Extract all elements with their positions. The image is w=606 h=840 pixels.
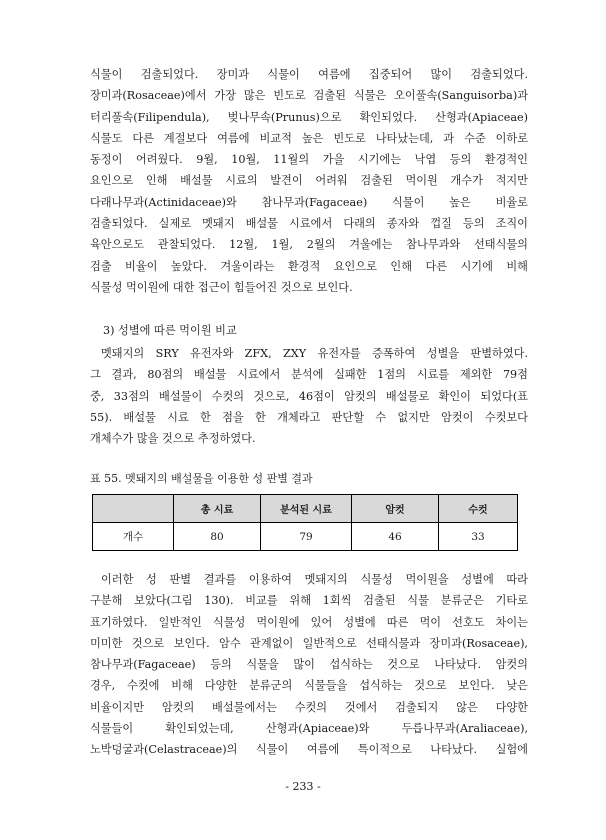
text-line: 터리풀속(Filipendula), 벚나무속(Prunus)으로 확인되었다. 산형과(Apiaceae) (90, 110, 528, 124)
text-line: 표기하였다. 일반적인 식물성 먹이원에 있어 성별에 따른 먹이 선호도 차이는 (90, 615, 528, 629)
text-line: 개체수가 많을 것으로 추정하였다. (90, 432, 256, 446)
table-header-row (93, 495, 518, 523)
table-cell: 33 (439, 523, 518, 551)
table-cell: 46 (352, 523, 439, 551)
text-line: 식물들이 확인되었는데, 산형과(Apiaceae)와 두릅나무과(Araliaceae), (90, 722, 528, 736)
text-line: 식물이 검출되었다. 장미과 식물이 여름에 집중되어 많이 검출되었다. (90, 68, 528, 81)
text-line: 그 결과, 80점의 배설물 시료에서 분석에 실패한 1점의 시료를 제외한 79점 (90, 368, 528, 382)
text-line: 중, 33점의 배설물이 수컷의 것으로, 46점이 암컷의 배설물로 확인이 되었다(표 (90, 389, 528, 403)
paragraph-sex-diet-comparison (90, 569, 528, 761)
page-number: - 233 - (285, 780, 321, 793)
table-row (93, 523, 518, 551)
text-line: 멧돼지의 SRY 유전자와 ZFX, ZXY 유전자를 증폭하여 성별을 판별하였다. (101, 347, 528, 360)
text-line: 다래나무과(Actinidaceae)와 참나무과(Fagaceae) 식물이 높은 비율로 (90, 195, 528, 209)
table-header-cell: 분석된 시료 (261, 495, 352, 523)
text-line: 노박덩굴과(Celastraceae)의 식물이 여름에 특이적으로 나타났다. 실험에 (90, 743, 528, 757)
table-row-label: 개수 (93, 523, 174, 551)
paragraph-sex-determination (90, 343, 528, 449)
table-header-cell: 수컷 (439, 495, 518, 523)
text-line: 장미과(Rosaceae)에서 가장 많은 빈도로 검출된 식물은 오이풀속(Sanguisorba)과 (90, 89, 528, 103)
text-line: 이러한 성 판별 결과를 이용하여 멧돼지의 식물성 먹이원을 성별에 따라 (101, 573, 528, 586)
text-line: 검출 비율이 높았다. 겨울이라는 환경적 요인으로 인해 다른 시기에 비해 (90, 259, 528, 273)
text-line: 참나무과(Fagaceae) 등의 식물을 많이 섭식하는 것으로 나타났다. 암컷의 (90, 658, 528, 672)
text-line: 검출되었다. 실제로 멧돼지 배설물 시료에서 다래의 종자와 껍질 등의 조직이 (90, 217, 528, 231)
text-line: 비율이지만 암컷의 배설물에서는 수컷의 것에서 검출되지 않은 다양한 (90, 700, 528, 714)
table-header-cell: 총 시료 (174, 495, 261, 523)
sex-result-table (92, 494, 518, 551)
table-header-cell: 암컷 (352, 495, 439, 523)
text-line: 식물성 먹이원에 대한 접근이 힘들어진 것으로 보인다. (90, 280, 353, 294)
paragraph-seasonal-diet (90, 64, 528, 298)
text-line: 식물도 다른 계절보다 여름에 비교적 높은 빈도로 나타났는데, 과 수준 이하로 (90, 131, 528, 145)
table-cell: 79 (261, 523, 352, 551)
table-header-cell (93, 495, 174, 523)
text-line: 요인으로 인해 배설물 시료의 발견이 어려워 검출된 먹이원 개수가 적지만 (90, 174, 528, 188)
text-line: 육안으로도 관찰되었다. 12월, 1월, 2월의 겨울에는 참나무과와 선태식물의 (90, 238, 528, 252)
table-caption: 표 55. 멧돼지의 배설물을 이용한 성 판별 결과 (90, 472, 313, 485)
text-line: 경우, 수컷에 비해 다양한 분류군의 식물들을 섭식하는 것으로 보인다. 낮은 (90, 679, 528, 693)
text-line: 구분해 보았다(그림 130). 비교를 위해 1회씩 검출된 식물 분류군은 기타로 (90, 594, 528, 608)
text-line: 동정이 어려웠다. 9월, 10월, 11월의 가을 시기에는 낙엽 등의 환경적인 (90, 153, 528, 167)
section-heading: 3) 성별에 따른 먹이원 비교 (103, 324, 237, 337)
text-line: 55). 배설물 시료 한 점을 한 개체라고 판단할 수 없지만 암컷이 수컷보다 (90, 410, 528, 424)
text-line: 미미한 것으로 보인다. 암수 관계없이 일반적으로 선태식물과 장미과(Rosaceae), (90, 636, 528, 650)
table-cell: 80 (174, 523, 261, 551)
